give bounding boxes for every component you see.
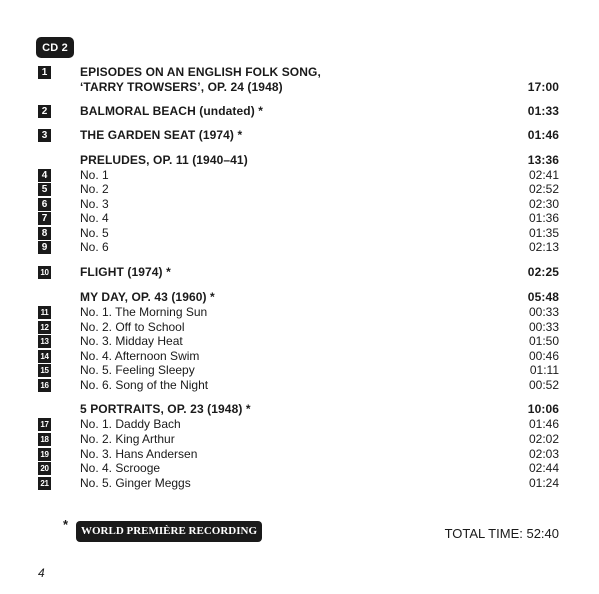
- track-row: [0, 320, 599, 335]
- track-duration: 10:06: [527, 402, 559, 416]
- track-title: No. 5. Feeling Sleepy: [80, 363, 195, 377]
- track-title: No. 2. King Arthur: [80, 432, 175, 446]
- track-title: EPISODES ON AN ENGLISH FOLK SONG,: [80, 65, 321, 79]
- track-row: [0, 432, 599, 447]
- track-title: No. 3: [80, 197, 109, 211]
- track-row: [0, 363, 599, 378]
- track-row: [0, 153, 599, 168]
- track-title: ‘TARRY TROWSERS’, OP. 24 (1948): [80, 80, 283, 94]
- track-title: THE GARDEN SEAT (1974) *: [80, 128, 243, 142]
- track-duration: 00:46: [528, 349, 559, 363]
- track-number: 2: [38, 105, 51, 118]
- track-title: No. 4. Scrooge: [80, 461, 161, 475]
- track-duration: 01:11: [529, 363, 559, 377]
- track-row: [0, 305, 599, 320]
- track-row: [0, 128, 599, 143]
- track-row: [0, 417, 599, 432]
- track-number: 14: [38, 350, 51, 363]
- track-row: [0, 168, 599, 183]
- track-duration: 02:03: [528, 447, 559, 461]
- track-title: No. 4: [80, 211, 109, 225]
- track-number: 8: [38, 227, 51, 240]
- track-number: 9: [38, 241, 51, 254]
- world-premiere-badge: WORLD PREMIÈRE RECORDING: [76, 521, 262, 542]
- track-number: 15: [38, 364, 51, 377]
- footnote-star: *: [63, 517, 69, 532]
- track-row: [0, 334, 599, 349]
- track-title: No. 2. Off to School: [80, 320, 185, 334]
- track-row: [0, 197, 599, 212]
- track-row: [0, 65, 599, 80]
- track-number: 17: [38, 418, 51, 431]
- track-duration: 00:33: [528, 320, 559, 334]
- track-row: [0, 104, 599, 119]
- track-row: [0, 476, 599, 491]
- track-duration: 17:00: [527, 80, 559, 94]
- track-row: [0, 447, 599, 462]
- page-number: 4: [38, 566, 45, 580]
- track-duration: 02:25: [527, 265, 559, 279]
- track-title: No. 2: [80, 182, 109, 196]
- track-row: [0, 349, 599, 364]
- track-title: No. 1. Daddy Bach: [80, 417, 181, 431]
- track-number: 6: [38, 198, 51, 211]
- track-row: [0, 461, 599, 476]
- track-duration: 01:50: [528, 334, 559, 348]
- track-title: 5 PORTRAITS, OP. 23 (1948) *: [80, 402, 251, 416]
- track-title: No. 1: [80, 168, 109, 182]
- track-number: 19: [38, 448, 51, 461]
- track-number: 1: [38, 66, 51, 79]
- track-duration: 13:36: [527, 153, 559, 167]
- track-duration: 01:46: [527, 128, 559, 142]
- track-duration: 01:33: [527, 104, 559, 118]
- track-number: 20: [38, 462, 51, 475]
- track-title: No. 3. Hans Andersen: [80, 447, 198, 461]
- track-duration: 02:13: [528, 240, 559, 254]
- cd-label-badge: CD 2: [36, 37, 74, 58]
- track-row: [0, 211, 599, 226]
- track-row: [0, 290, 599, 305]
- track-title: No. 5. Ginger Meggs: [80, 476, 191, 490]
- track-title: No. 5: [80, 226, 109, 240]
- total-time: TOTAL TIME: 52:40: [444, 526, 559, 541]
- track-title: FLIGHT (1974) *: [80, 265, 171, 279]
- track-number: 11: [38, 306, 51, 319]
- track-number: 16: [38, 379, 51, 392]
- track-title: No. 1. The Morning Sun: [80, 305, 208, 319]
- track-title: BALMORAL BEACH (undated) *: [80, 104, 264, 118]
- track-title: PRELUDES, OP. 11 (1940–41): [80, 153, 248, 167]
- track-title: No. 6: [80, 240, 109, 254]
- track-duration: 01:46: [528, 417, 559, 431]
- track-number: 3: [38, 129, 51, 142]
- track-duration: 02:30: [528, 197, 559, 211]
- track-row: [0, 378, 599, 393]
- track-number: 18: [38, 433, 51, 446]
- track-number: 10: [38, 266, 51, 279]
- track-duration: 01:35: [528, 226, 559, 240]
- track-row: [0, 402, 599, 417]
- track-duration: 02:02: [528, 432, 559, 446]
- track-duration: 01:24: [528, 476, 559, 490]
- track-duration: 00:33: [528, 305, 559, 319]
- track-number: 5: [38, 183, 51, 196]
- track-duration: 02:41: [528, 168, 559, 182]
- track-row: [0, 265, 599, 280]
- track-duration: 00:52: [528, 378, 559, 392]
- track-duration: 02:44: [528, 461, 559, 475]
- track-title: No. 4. Afternoon Swim: [80, 349, 200, 363]
- track-number: 7: [38, 212, 51, 225]
- track-row: [0, 226, 599, 241]
- track-duration: 05:48: [527, 290, 559, 304]
- track-title: No. 3. Midday Heat: [80, 334, 183, 348]
- track-duration: 01:36: [528, 211, 559, 225]
- track-row: [0, 80, 599, 95]
- track-number: 12: [38, 321, 51, 334]
- track-duration: 02:52: [528, 182, 559, 196]
- track-number: 21: [38, 477, 51, 490]
- track-number: 4: [38, 169, 51, 182]
- track-title: MY DAY, OP. 43 (1960) *: [80, 290, 215, 304]
- track-title: No. 6. Song of the Night: [80, 378, 209, 392]
- track-row: [0, 182, 599, 197]
- track-row: [0, 240, 599, 255]
- track-number: 13: [38, 335, 51, 348]
